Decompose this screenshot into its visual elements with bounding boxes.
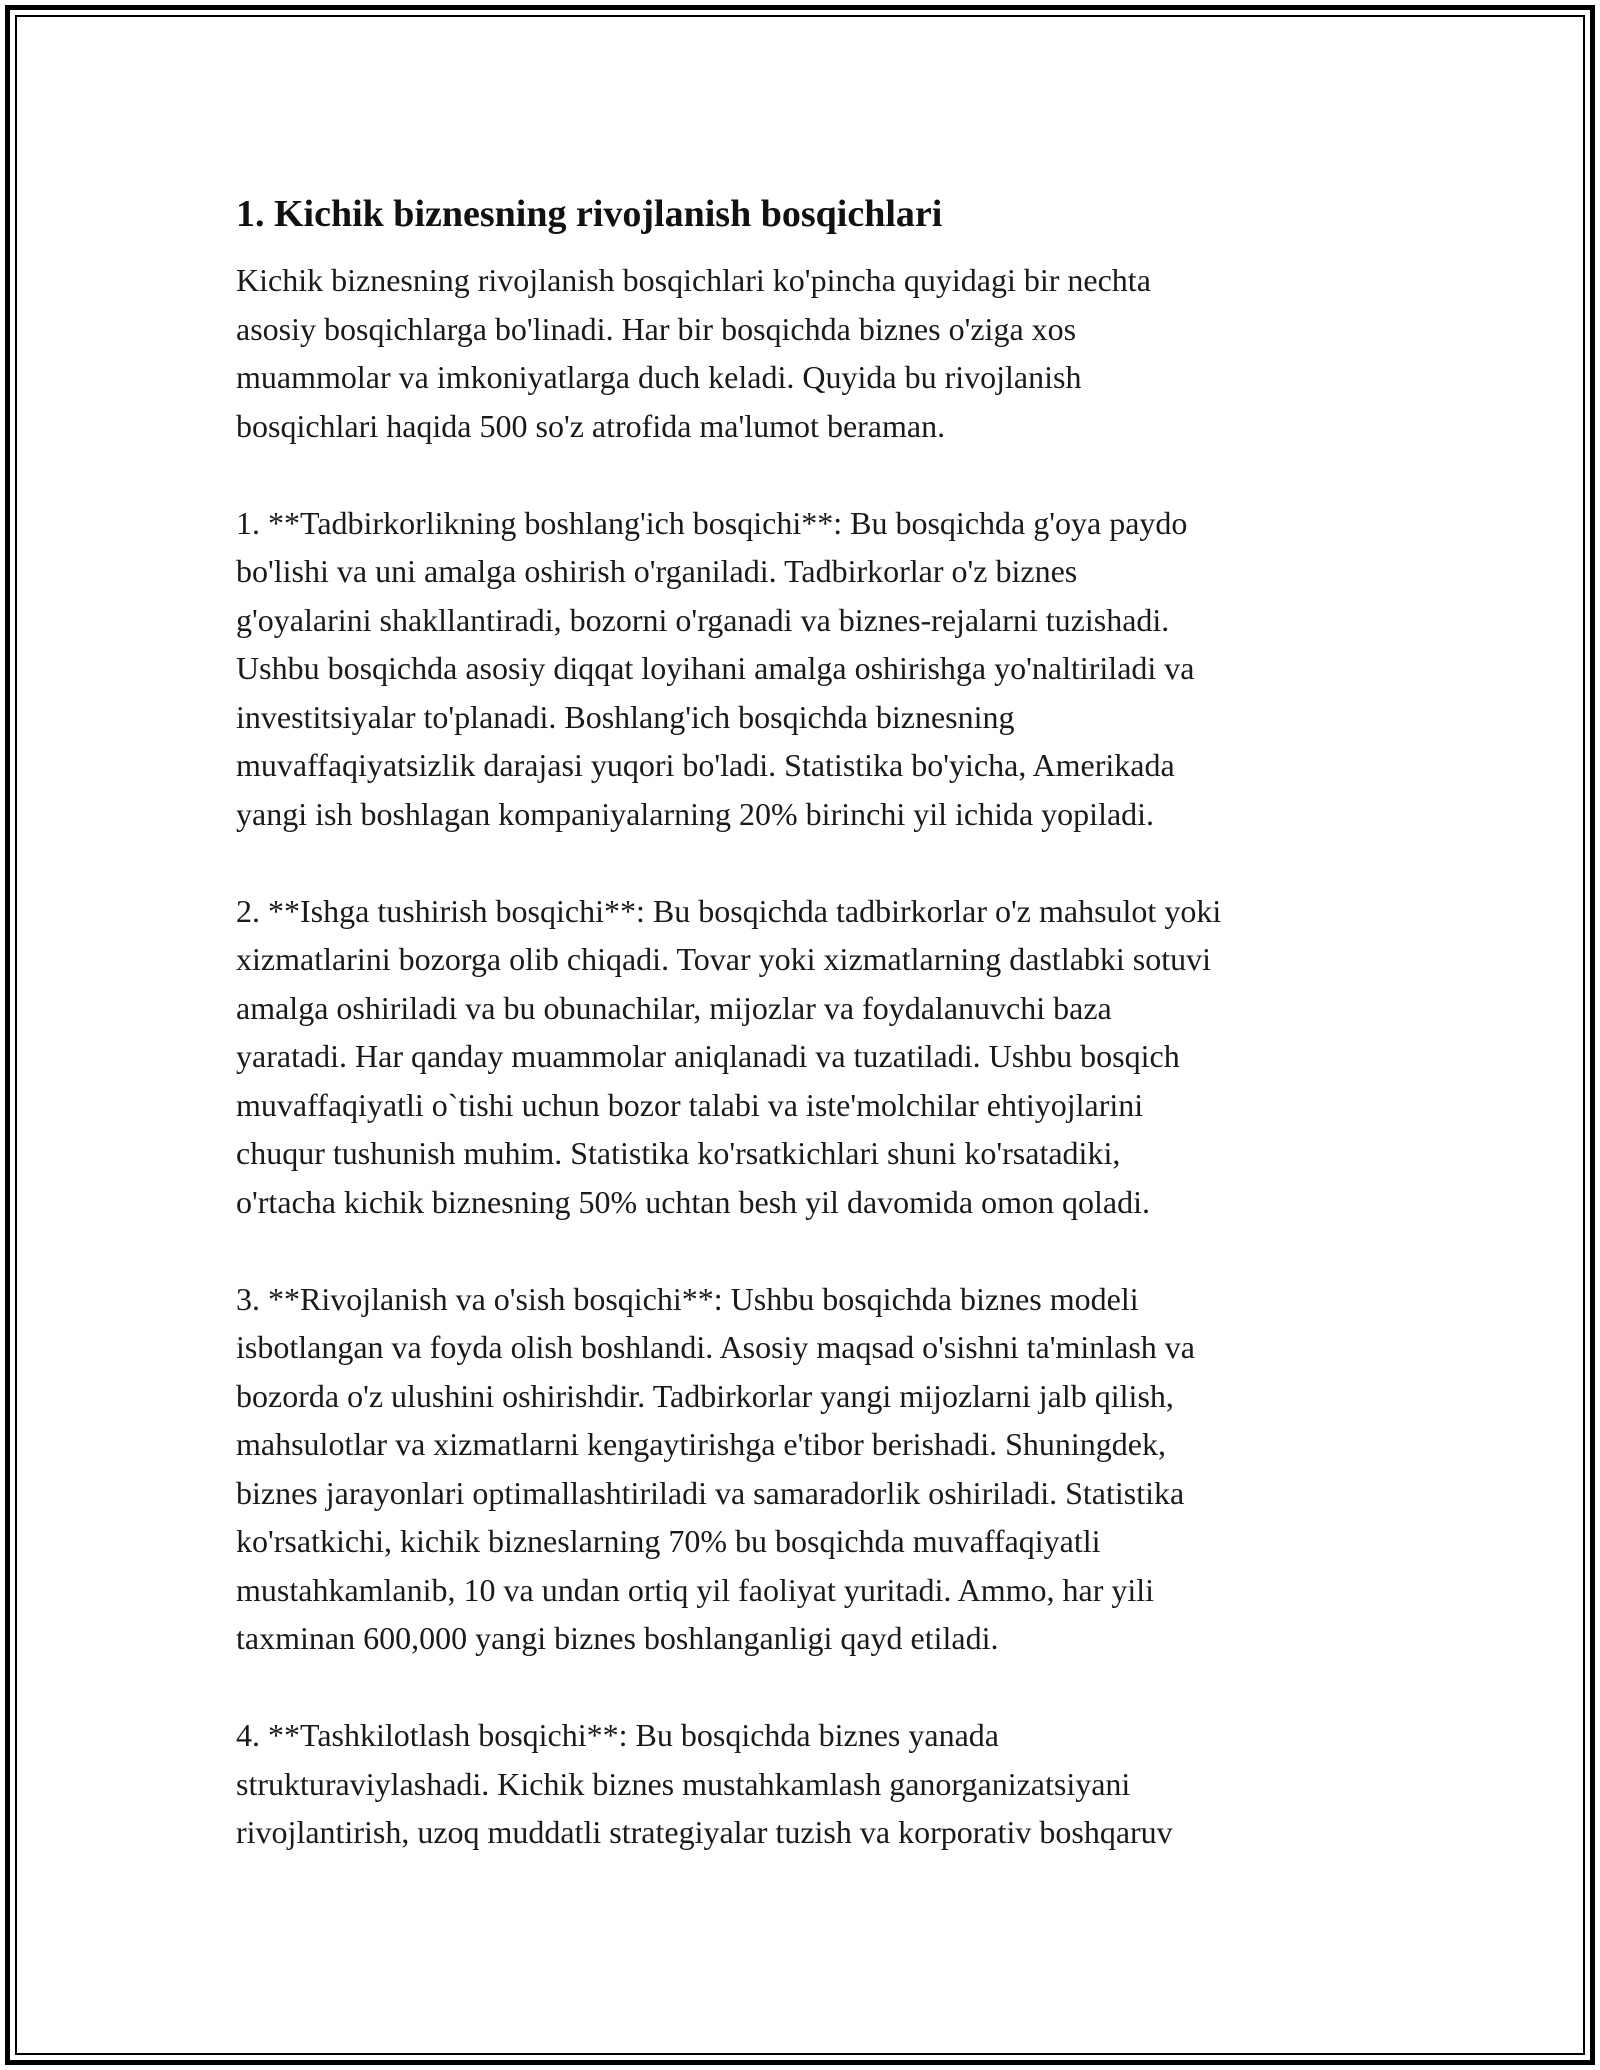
stage-4-paragraph: 4. **Tashkilotlash bosqichi**: Bu bosqichda biznes yanada strukturaviylashadi. Kichik biznes mustahkamlash ganorganizatsiyani rivojlantirish, uzoq muddatli strategiyalar tuzish va korporativ boshqaruv [236, 1717, 1173, 1850]
stage-3-paragraph: 3. **Rivojlanish va o'sish bosqichi**: Ushbu bosqichda biznes modeli isbotlangan va foyda olish boshlandi. Asosiy maqsad o'sishni ta'minlash va bozorda o'z ulushini oshirishdir. Tadbirkorlar yangi mijozlarni jalb qilish, mahsulotlar va xizmatlarni kengaytirishga e'tibor berishadi. Shuningdek, biznes jarayonlari optimallashtiriladi va samaradorlik oshiriladi. Statistika ko'rsatkichi, kichik bizneslarning 70% bu bosqichda muvaffaqiyatli mustahkamlanib, 10 va undan ortiq yil faoliyat yuritadi. Ammo, har yili taxminan 600,000 yangi biznes boshlanganligi qayd etiladi. [236, 1280, 1195, 1656]
stage-1-paragraph: 1. **Tadbirkorlikning boshlang'ich bosqichi**: Bu bosqichda g'oya paydo bo'lishi va uni amalga oshirish o'rganiladi. Tadbirkorlar o'z biznes g'oyalarini shakllantiradi, bozorni o'rganadi va biznes-rejalarni tuzishadi. Ushbu bosqichda asosiy diqqat loyihani amalga oshirishga yo'naltiriladi va investitsiyalar to'planadi. Boshlang'ich bosqichda biznesning muvaffaqiyatsizlik darajasi yuqori bo'ladi. Statistika bo'yicha, Amerikada yangi ish boshlagan kompaniyalarning 20% birinchi yil ichida yopiladi. [236, 504, 1195, 832]
intro-paragraph: Kichik biznesning rivojlanish bosqichlari ko'pincha quyidagi bir nechta asosiy bosqichlarga bo'linadi. Har bir bosqichda biznes o'ziga xos muammolar va imkoniyatlarga duch keladi. Quyida bu rivojlanish bosqichlari haqida 500 so'z atrofida ma'lumot beraman. [236, 262, 1151, 444]
document-title: 1. Kichik biznesning rivojlanish bosqichlari [236, 193, 943, 235]
stage-2-paragraph: 2. **Ishga tushirish bosqichi**: Bu bosqichda tadbirkorlar o'z mahsulot yoki xizmatlarini bozorga olib chiqadi. Tovar yoki xizmatlarning dastlabki sotuvi amalga oshiriladi va bu obunachilar, mijozlar va foydalanuvchi baza yaratadi. Har qanday muammolar aniqlanadi va tuzatiladi. Ushbu bosqich muvaffaqiyatli o`tishi uchun bozor talabi va iste'molchilar ehtiyojlarini chuqur tushunish muhim. Statistika ko'rsatkichlari shuni ko'rsatadiki, o'rtacha kichik biznesning 50% uchtan besh yil davomida omon qoladi. [236, 892, 1222, 1220]
document-body [236, 188, 1376, 1857]
